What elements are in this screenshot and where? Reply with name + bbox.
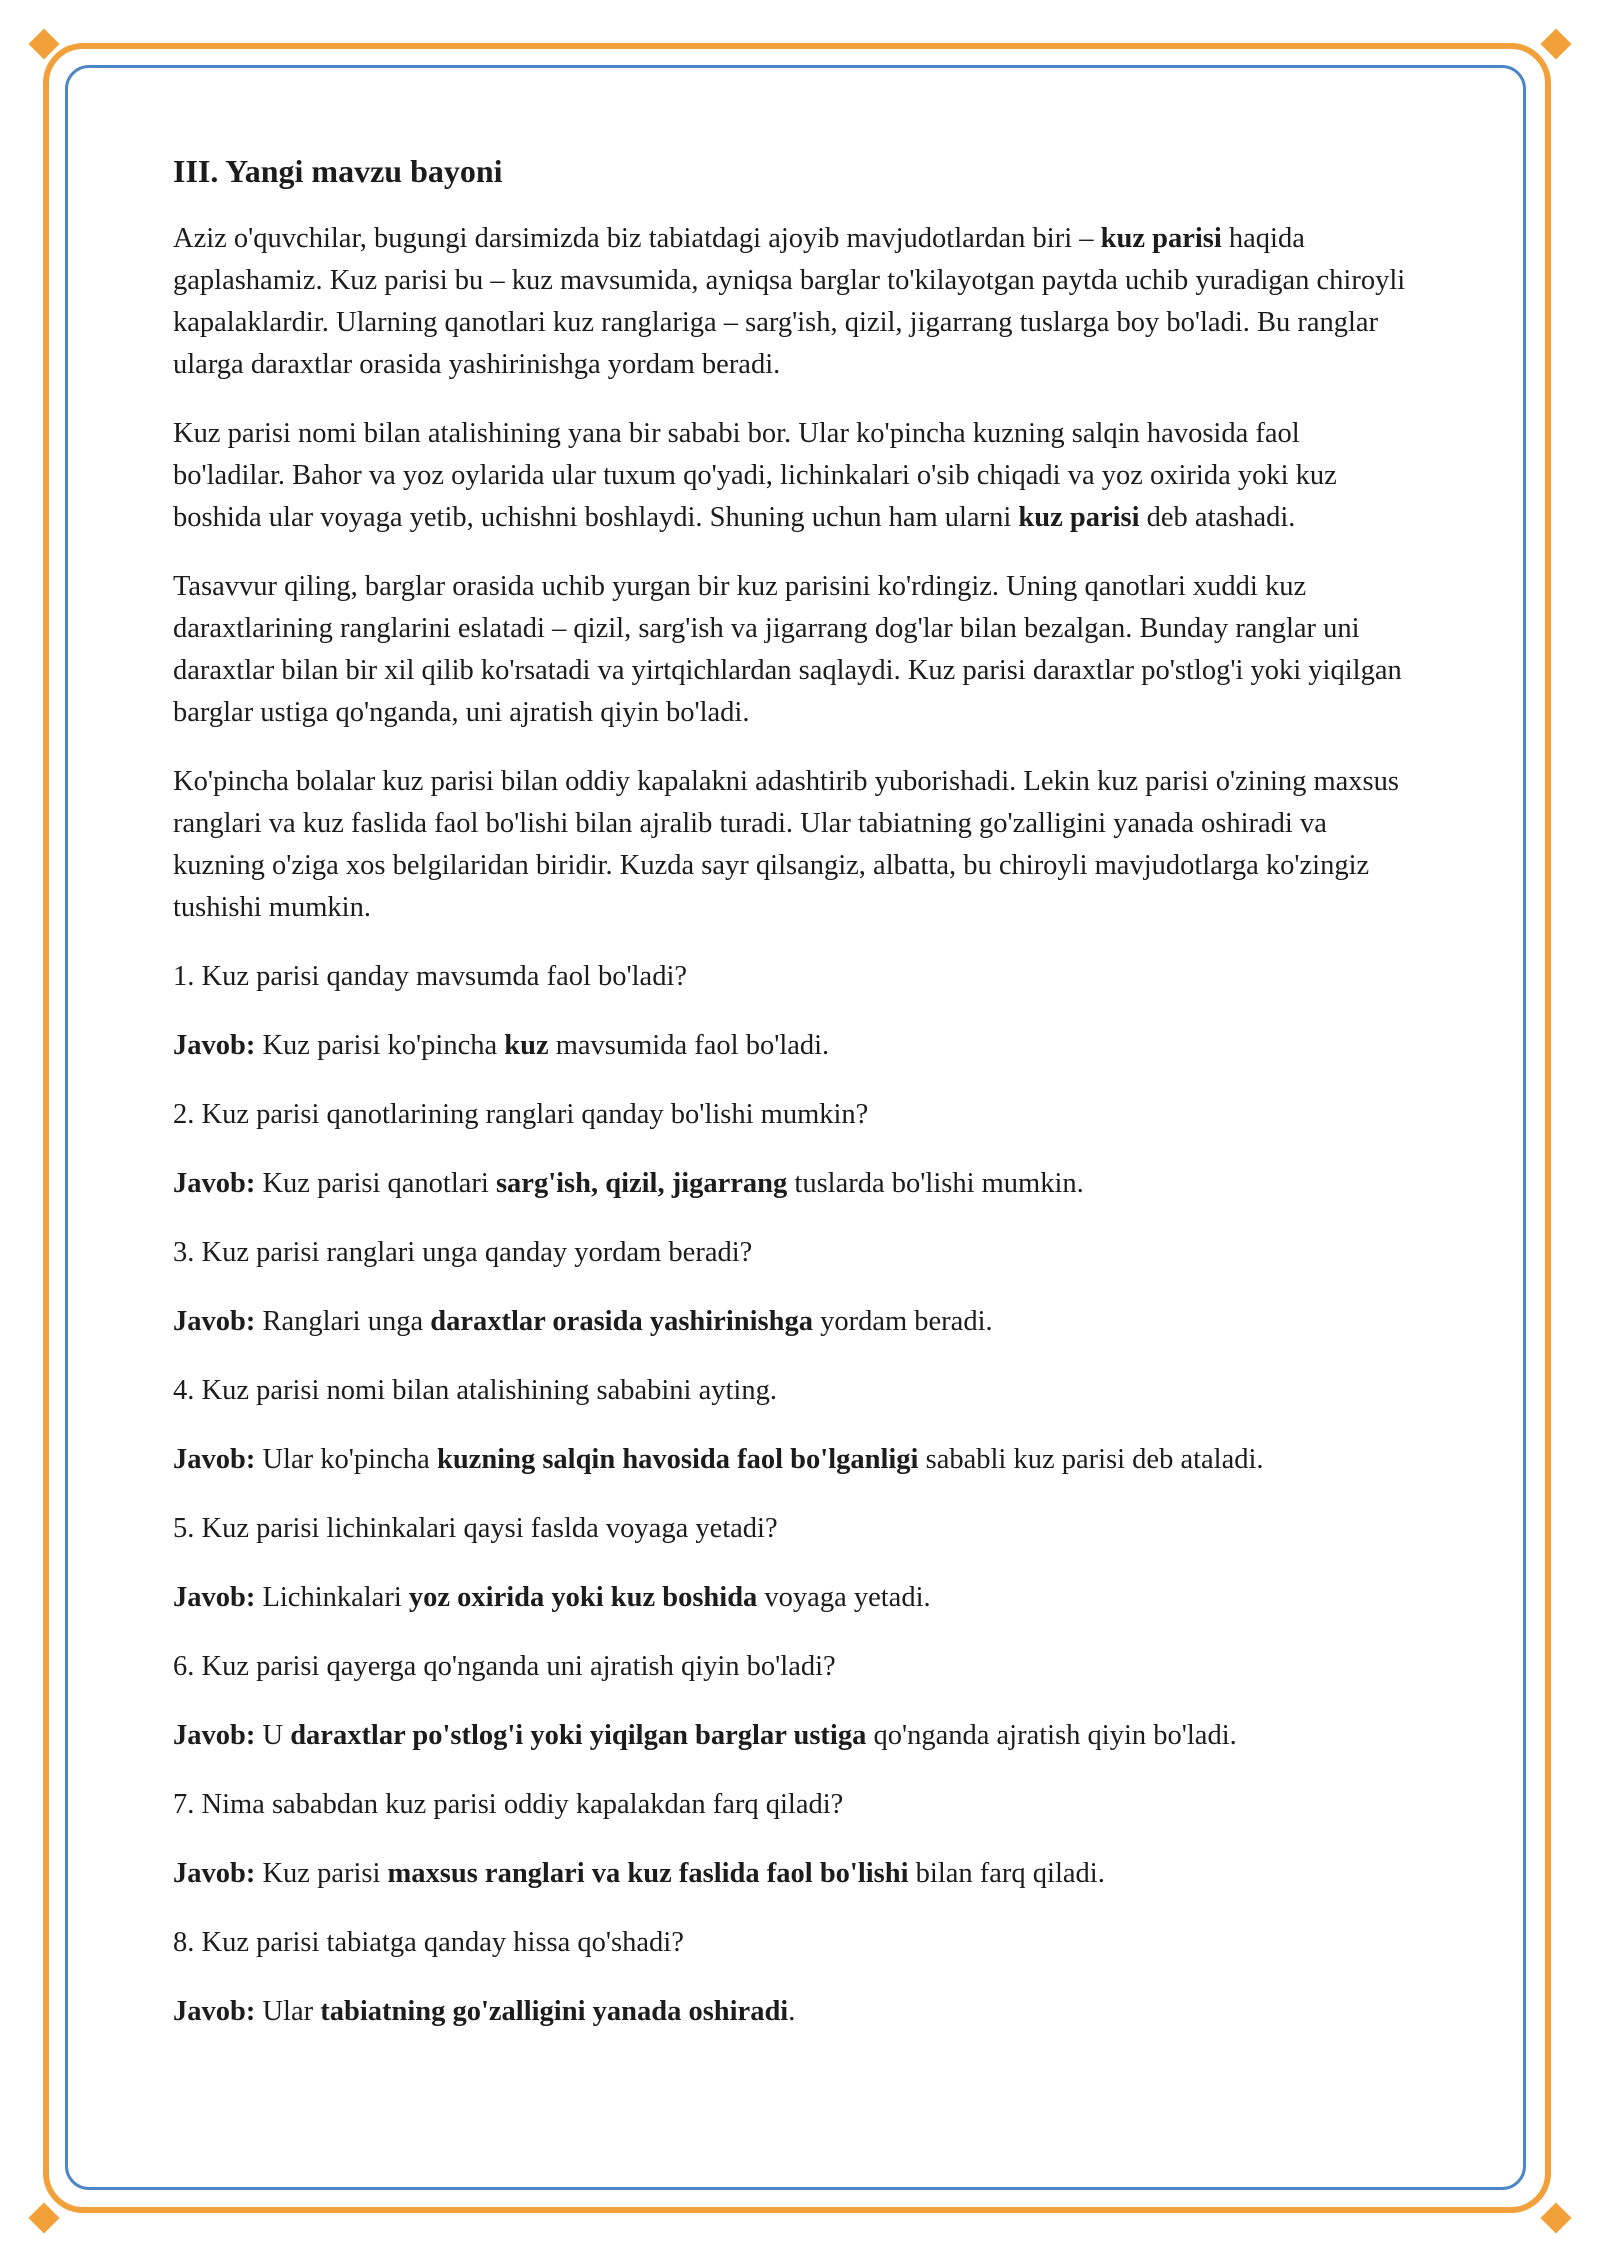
text-run: voyaga yetadi. [757,1582,931,1613]
bold-text: sarg'ish, qizil, jigarrang [495,1168,788,1199]
text-run: yordam beradi. [812,1306,993,1337]
answer-label: Javob: [173,1996,256,2027]
corner-ornament-bottom-right [1540,2202,1571,2233]
answer-label: Javob: [173,1582,256,1613]
question: 3. Kuz parisi ranglari unga qanday yordam beradi? [173,1237,753,1268]
bold-text: kuzning salqin havosida faol bo'lganligi [436,1444,919,1475]
question-answer-list [173,956,1413,2033]
answer [173,1991,1413,2033]
bold-text: kuz parisi [1018,502,1140,533]
text-run: bilan farq qiladi. [908,1858,1105,1889]
text-run: mavsumida faol bo'ladi. [548,1030,830,1061]
text-run: Kuz parisi ko'pincha [255,1030,505,1061]
question: 4. Kuz parisi nomi bilan atalishining sababini ayting. [173,1375,777,1406]
bold-text: kuz parisi [1100,223,1222,254]
bold-text: maxsus ranglari va kuz faslida faol bo'lishi [387,1858,909,1889]
text-run: Tasavvur qiling, barglar orasida uchib yurgan bir kuz parisini ko'rdingiz. Uning qanotlari xuddi kuz daraxtlarining ranglarini eslatadi – qizil, sarg'ish va jigarrang dog'lar bilan bezalgan. Bunday ranglar uni daraxtlar bilan bir xil qilib ko'rsatadi va yirtqichlardan saqlaydi. Kuz parisi daraxtlar po'stlog'i yoki yiqilgan barglar ustiga qo'nganda, uni ajratish qiyin bo'ladi. [173,571,1402,728]
section-title: III. Yangi mavzu bayoni [173,153,503,189]
answer [173,1025,1413,1067]
question: 8. Kuz parisi tabiatga qanday hissa qo'shadi? [173,1927,684,1958]
document-body [173,150,1413,2060]
question: 7. Nima sababdan kuz parisi oddiy kapalakdan farq qiladi? [173,1789,844,1820]
paragraph [173,761,1413,929]
text-run: sababli kuz parisi deb ataladi. [918,1444,1264,1475]
text-run: . [788,1996,796,2027]
question: 5. Kuz parisi lichinkalari qaysi faslda voyaga yetadi? [173,1513,778,1544]
text-run: Ular ko'pincha [255,1444,437,1475]
paragraph [173,413,1413,539]
answer-label: Javob: [173,1030,256,1061]
text-run: Ranglari unga [255,1306,431,1337]
answer [173,1853,1413,1895]
question: 1. Kuz parisi qanday mavsumda faol bo'ladi? [173,961,688,992]
answer-label: Javob: [173,1858,256,1889]
answer [173,1439,1413,1481]
text-run: qo'nganda ajratish qiyin bo'ladi. [866,1720,1237,1751]
bold-text: daraxtlar orasida yashirinishga [430,1306,813,1337]
text-run: Kuz parisi qanotlari [255,1168,496,1199]
text-run: Lichinkalari [255,1582,409,1613]
question: 6. Kuz parisi qayerga qo'nganda uni ajratish qiyin bo'ladi? [173,1651,836,1682]
paragraph [173,218,1413,386]
answer-label: Javob: [173,1444,256,1475]
text-run: U [255,1720,291,1751]
answer [173,1577,1413,1619]
text-run: Kuz parisi [255,1858,388,1889]
bold-text: kuz [504,1030,549,1061]
answer [173,1715,1413,1757]
text-run: deb atashadi. [1139,502,1296,533]
answer-label: Javob: [173,1720,256,1751]
bold-text: daraxtlar po'stlog'i yoki yiqilgan barglar ustiga [290,1720,867,1751]
corner-ornament-top-right [1540,28,1571,59]
bold-text: yoz oxirida yoki kuz boshida [408,1582,758,1613]
answer-label: Javob: [173,1306,256,1337]
question: 2. Kuz parisi qanotlarining ranglari qanday bo'lishi mumkin? [173,1099,869,1130]
lesson-text [173,218,1413,929]
text-run: Ko'pincha bolalar kuz parisi bilan oddiy kapalakni adashtirib yuborishadi. Lekin kuz parisi o'zining maxsus ranglari va kuz faslida faol bo'lishi bilan ajralib turadi. Ular tabiatning go'zalligini yanada oshiradi va kuzning o'ziga xos belgilaridan biridir. Kuzda sayr qilsangiz, albatta, bu chiroyli mavjudotlarga ko'zingiz tushishi mumkin. [173,766,1399,923]
text-run: Aziz o'quvchilar, bugungi darsimizda biz tabiatdagi ajoyib mavjudotlardan biri – [173,223,1101,254]
text-run: haqida gaplashamiz. Kuz parisi bu – kuz mavsumida, ayniqsa barglar to'kilayotgan paytda uchib yuradigan chiroyli kapalaklardir. Ularning qanotlari kuz ranglariga – sarg'ish, qizil, jigarrang tuslarga boy bo'ladi. Bu ranglar ularga daraxtlar orasida yashirinishga yordam beradi. [173,223,1406,380]
bold-text: tabiatning go'zalligini yanada oshiradi [320,1996,789,2027]
answer-label: Javob: [173,1168,256,1199]
answer [173,1301,1413,1343]
answer [173,1163,1413,1205]
paragraph [173,566,1413,734]
text-run: Kuz parisi nomi bilan atalishining yana bir sababi bor. Ular ko'pincha kuzning salqin havosida faol bo'ladilar. Bahor va yoz oylarida ular tuxum qo'yadi, lichinkalari o'sib chiqadi va yoz oxirida yoki kuz boshida ular voyaga yetib, uchishni boshlaydi. Shuning uchun ham ularni [173,418,1337,533]
corner-ornament-bottom-left [28,2202,59,2233]
text-run: tuslarda bo'lishi mumkin. [787,1168,1084,1199]
text-run: Ular [255,1996,321,2027]
